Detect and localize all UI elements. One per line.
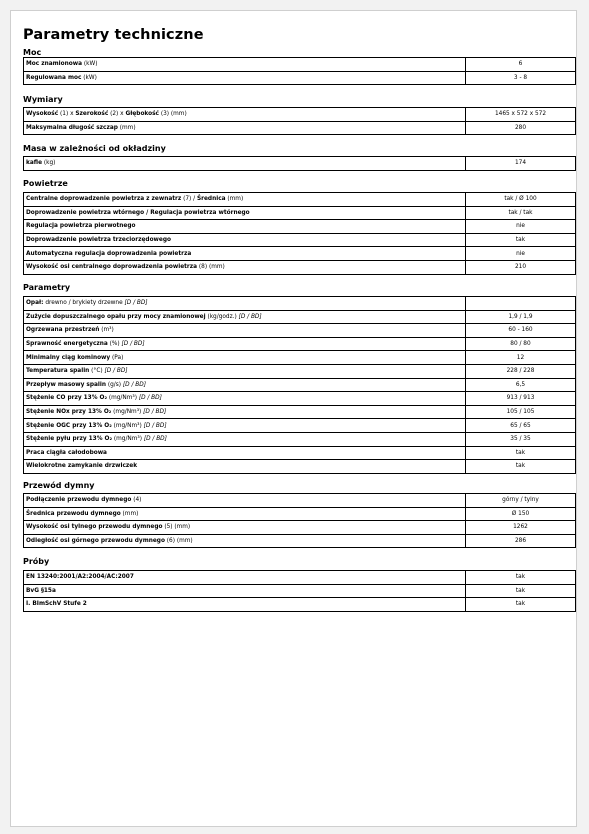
row-label: Sprawność energetyczna (%) [D / BD]: [24, 337, 466, 351]
table-row: [24, 71, 576, 85]
row-label: kafle (kg): [24, 157, 466, 171]
row-label: Przepływ masowy spalin (g/s) [D / BD]: [24, 378, 466, 392]
row-label: Maksymalna długość szczap (mm): [24, 121, 466, 135]
table-row: [24, 584, 576, 598]
row-value: Ø 150: [466, 507, 576, 521]
row-value: 6: [466, 58, 576, 72]
row-label: Moc znamionowa (kW): [24, 58, 466, 72]
table-row: [24, 392, 576, 406]
row-label: EN 13240:2001/A2:2004/AC:2007: [24, 571, 466, 585]
table-row: [24, 58, 576, 72]
row-label: Średnica przewodu dymnego (mm): [24, 507, 466, 521]
row-label: Zużycie dopuszczalnego opału przy mocy znamionowej (kg/godz.) [D / BD]: [24, 310, 466, 324]
row-label: Centralne doprowadzenie powietrza z zewnatrz (7) / Średnica (mm): [24, 193, 466, 207]
row-value: 1262: [466, 521, 576, 535]
row-label: Wysokość (1) x Szerokość (2) x Głębokość (3) (mm): [24, 108, 466, 122]
row-label: Odległość osi górnego przewodu dymnego (6) (mm): [24, 534, 466, 548]
row-label: Automatyczna regulacja doprowadzenia powietrza: [24, 247, 466, 261]
table-wymiary: [23, 107, 576, 135]
table-row: [24, 260, 576, 274]
section-heading-powietrze: Powietrze: [23, 179, 68, 188]
table-row: [24, 233, 576, 247]
row-value: nie: [466, 220, 576, 234]
row-value: [466, 297, 576, 311]
row-label: Stężenie CO przy 13% O₂ (mg/Nm³) [D / BD]: [24, 392, 466, 406]
page-title: Parametry techniczne: [23, 27, 204, 43]
table-row: [24, 157, 576, 171]
table-powietrze: [23, 192, 576, 275]
row-value: 286: [466, 534, 576, 548]
table-row: [24, 297, 576, 311]
section-heading-parametry: Parametry: [23, 283, 71, 292]
row-label: Regulacja powietrza pierwotnego: [24, 220, 466, 234]
row-label: Praca ciągła całodobowa: [24, 446, 466, 460]
table-proby: [23, 570, 576, 612]
row-value: 913 / 913: [466, 392, 576, 406]
table-row: [24, 571, 576, 585]
table-row: [24, 337, 576, 351]
table-parametry: [23, 296, 576, 474]
row-value: nie: [466, 247, 576, 261]
section-heading-wymiary: Wymiary: [23, 95, 63, 104]
table-row: [24, 507, 576, 521]
section-heading-proby: Próby: [23, 557, 50, 566]
table-row: [24, 378, 576, 392]
row-value: tak: [466, 446, 576, 460]
row-value: 210: [466, 260, 576, 274]
row-value: 65 / 65: [466, 419, 576, 433]
table-row: [24, 419, 576, 433]
row-value: 280: [466, 121, 576, 135]
row-value: tak / Ø 100: [466, 193, 576, 207]
table-row: [24, 598, 576, 612]
table-masa: [23, 156, 576, 171]
table-row: [24, 351, 576, 365]
row-value: 174: [466, 157, 576, 171]
table-row: [24, 364, 576, 378]
table-row: [24, 324, 576, 338]
row-value: 228 / 228: [466, 364, 576, 378]
row-value: 6,5: [466, 378, 576, 392]
table-row: [24, 521, 576, 535]
table-row: [24, 121, 576, 135]
section-heading-moc: Moc: [23, 48, 42, 57]
row-label: I. BImSchV Stufe 2: [24, 598, 466, 612]
row-value: tak / tak: [466, 206, 576, 220]
table-row: [24, 193, 576, 207]
row-label: Wielokrotne zamykanie drzwiczek: [24, 460, 466, 474]
section-heading-masa: Masa w zależności od okładziny: [23, 144, 166, 153]
table-row: [24, 460, 576, 474]
row-label: Regulowana moc (kW): [24, 71, 466, 85]
row-label: Temperatura spalin (°C) [D / BD]: [24, 364, 466, 378]
spec-sheet-page: [10, 10, 577, 827]
table-row: [24, 494, 576, 508]
table-row: [24, 206, 576, 220]
table-row: [24, 446, 576, 460]
row-label: Minimalny ciąg kominowy (Pa): [24, 351, 466, 365]
row-label: Opał: drewno / brykiety drzewne [D / BD]: [24, 297, 466, 311]
row-value: 1,9 / 1,9: [466, 310, 576, 324]
row-label: BvG §15a: [24, 584, 466, 598]
row-label: Doprowadzenie powietrza trzeciorzędowego: [24, 233, 466, 247]
row-value: 3 - 8: [466, 71, 576, 85]
section-heading-przewod-dymny: Przewód dymny: [23, 481, 95, 490]
table-row: [24, 220, 576, 234]
row-label: Stężenie pyłu przy 13% O₂ (mg/Nm³) [D / BD]: [24, 432, 466, 446]
row-value: górny / tylny: [466, 494, 576, 508]
row-value: tak: [466, 460, 576, 474]
row-value: tak: [466, 571, 576, 585]
row-value: tak: [466, 598, 576, 612]
row-value: 1465 x 572 x 572: [466, 108, 576, 122]
row-value: tak: [466, 584, 576, 598]
table-moc: [23, 57, 576, 85]
row-value: 60 - 160: [466, 324, 576, 338]
row-label: Stężenie NOx przy 13% O₂ (mg/Nm³) [D / BD]: [24, 405, 466, 419]
row-label: Ogrzewana przestrzeń (m³): [24, 324, 466, 338]
row-value: 12: [466, 351, 576, 365]
table-row: [24, 310, 576, 324]
table-row: [24, 534, 576, 548]
table-row: [24, 247, 576, 261]
table-przewod-dymny: [23, 493, 576, 548]
row-label: Wysokość osi tylnego przewodu dymnego (5) (mm): [24, 521, 466, 535]
table-row: [24, 405, 576, 419]
table-row: [24, 108, 576, 122]
row-label: Wysokość osi centralnego doprowadzenia powietrza (8) (mm): [24, 260, 466, 274]
row-value: tak: [466, 233, 576, 247]
row-label: Doprowadzenie powietrza wtórnego / Regulacja powietrza wtórnego: [24, 206, 466, 220]
row-value: 35 / 35: [466, 432, 576, 446]
row-label: Podłączenie przewodu dymnego (4): [24, 494, 466, 508]
row-label: Stężenie OGC przy 13% O₂ (mg/Nm³) [D / BD]: [24, 419, 466, 433]
row-value: 105 / 105: [466, 405, 576, 419]
row-value: 80 / 80: [466, 337, 576, 351]
table-row: [24, 432, 576, 446]
